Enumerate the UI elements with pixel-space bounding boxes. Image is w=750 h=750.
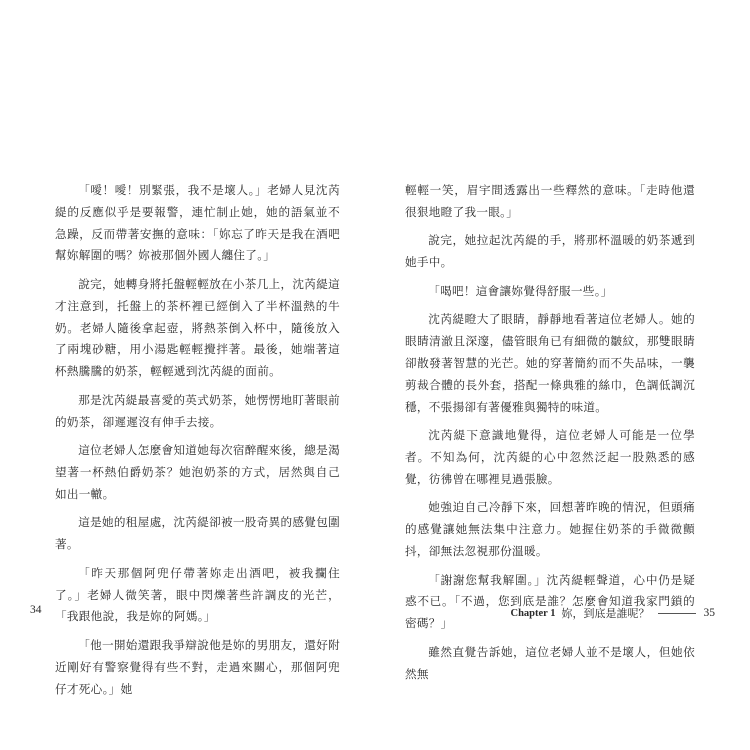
paragraph: 她強迫自己冷靜下來，回想著昨晚的情況，但頭痛的感覺讓她無法集中注意力。她握住奶茶的手微微顫抖，卻無法忽視那份溫暖。 (405, 500, 695, 558)
paragraph: 說完，她轉身將托盤輕輕放在小茶几上，沈芮緹這才注意到，托盤上的茶杯裡已經倒入了半杯溫熱的牛奶。老婦人隨後拿起壺，將熱茶倒入杯中，隨後放入了兩塊砂糖，用小湯匙輕輕攪拌著。最後，她端著這杯熱騰騰的奶茶，輕輕遞到沈芮緹的面前。 (55, 276, 340, 379)
paragraph: 「喝吧！這會讓妳覺得舒服一些。」 (428, 283, 613, 298)
paragraph: 這是她的租屋處，沈芮緹卻被一股奇異的感覺包圍著。 (55, 515, 340, 552)
page-number-right: 35 (703, 607, 715, 619)
paragraph: 沈芮緹下意識地覺得，這位老婦人可能是一位學者。不知為何，沈芮緹的心中忽然泛起一股熟悉的感覺，彷彿曾在哪裡見過張臉。 (405, 428, 695, 486)
paragraph: 雖然直覺告訴她，這位老婦人並不是壞人，但她依然無 (405, 644, 695, 681)
paragraph: 「昨天那個阿兜仔帶著妳走出酒吧，被我攔住了。」老婦人微笑著，眼中閃爍著些許調皮的光芒，「我跟他說，我是妳的阿媽。」 (55, 565, 340, 624)
chapter-label: Chapter 1 (510, 607, 556, 619)
paragraph: 「他一開始還跟我爭辯說他是妳的男朋友，還好附近剛好有警察覺得有些不對，走過來關心，那個阿兜仔才死心。」她 (55, 637, 340, 696)
paragraph: 「噯！噯！別緊張，我不是壞人。」老婦人見沈芮緹的反應似乎是要報警，連忙制止她，她的語氣並不急躁，反而帶著安撫的意味：「妳忘了昨天是我在酒吧幫妳解圍的嗎？妳被那個外國人纏住了。」 (55, 183, 340, 263)
left-page-body (55, 180, 340, 707)
paragraph: 輕輕一笑，眉宇間透露出一些釋然的意味。「走時他還很狠地瞪了我一眼。」 (405, 183, 695, 219)
right-page (375, 0, 750, 750)
page-number-left: 34 (30, 604, 42, 616)
running-head-rule (658, 613, 696, 614)
paragraph: 這位老婦人怎麼會知道她每次宿醉醒來後，總是渴望著一杯熱伯爵奶茶？她泡奶茶的方式，居然與自己如出一轍。 (55, 443, 340, 501)
paragraph: 「謝謝您幫我解圍。」沈芮緹輕聲道，心中仍是疑惑不已。「不過，您到底是誰？怎麼會知道我家門鎖的密碼？」 (405, 572, 695, 631)
paragraph: 說完，她拉起沈芮緹的手，將那杯溫暖的奶茶遞到她手中。 (405, 233, 695, 270)
chapter-title: 妳，到底是誰呢？ (561, 608, 650, 620)
paragraph: 那是沈芮緹最喜愛的英式奶茶，她愣愣地盯著眼前的奶茶，卻遲遲沒有伸手去接。 (55, 392, 340, 429)
running-head (510, 605, 715, 621)
paragraph: 沈芮緹瞪大了眼睛，靜靜地看著這位老婦人。她的眼睛清澈且深邃，儘管眼角已有細微的皺紋，那雙眼睛卻散發著智慧的光芒。她的穿著簡約而不失品味，一襲剪裁合體的長外套，搭配一條典雅的絲巾，色調低調沉穩，不張揚卻有著優雅與獨特的味道。 (405, 312, 695, 414)
